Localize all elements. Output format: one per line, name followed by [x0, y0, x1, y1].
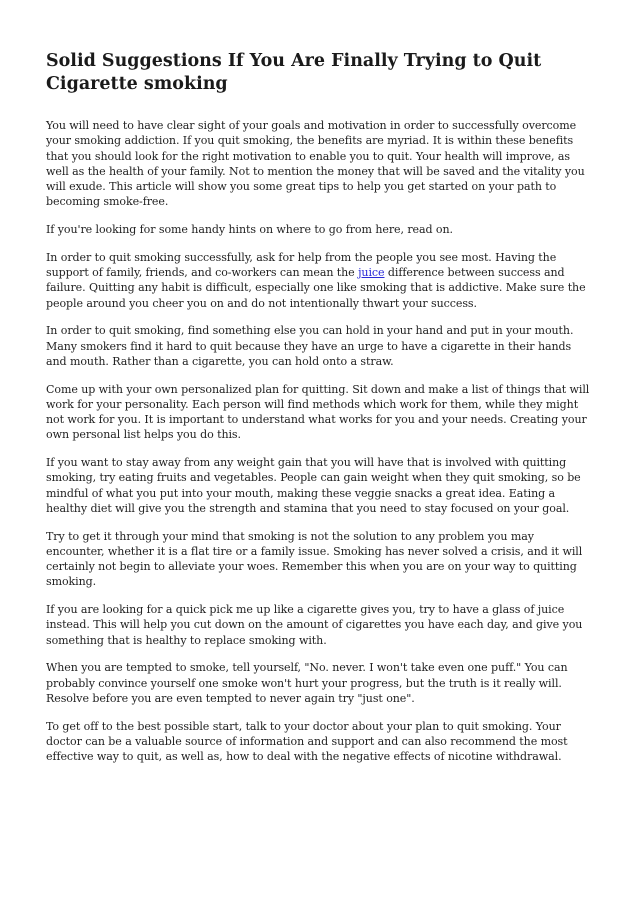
paragraph-intro: You will need to have clear sight of your goals and motivation in order to successfully overcome your smoking addiction. If you quit smoking, the benefits are myriad. It is within these benefits that you should look for the right motivation to enable you to quit. Your health will improve, as well as the health of your family. Not to mention the money that will be saved and the vitality you will exude. This article will show you some great tips to help you get started on your path to becoming smoke-free.	[46, 119, 585, 209]
juice-link[interactable]: juice	[358, 266, 385, 279]
paragraph-juice-instead: If you are looking for a quick pick me up like a cigarette gives you, try to have a glass of juice instead. This will help you cut down on the amount of cigarettes you have each day, and give you something that is healthy to replace smoking with.	[46, 603, 583, 647]
paragraph-support	[46, 250, 594, 311]
paragraph-support-before-link: In order to quit smoking successfully, ask for help from the people you see most. Having the support of family, friends, and co-workers can mean the	[46, 250, 557, 279]
article-title: Solid Suggestions If You Are Finally Trying to Quit Cigarette smoking	[46, 51, 542, 94]
paragraph-read-on: If you're looking for some handy hints on where to go from here, read on.	[46, 223, 453, 236]
document-page	[46, 50, 594, 777]
paragraph-personal-plan: Come up with your own personalized plan for quitting. Sit down and make a list of things that will work for your personality. Each person will find methods which work for them, while they might not work for you. It is important to understand what works for you and your needs. Creating your own personal list helps you do this.	[46, 382, 590, 442]
paragraph-not-solution: Try to get it through your mind that smoking is not the solution to any problem you may encounter, whether it is a flat tire or a family issue. Smoking has never solved a crisis, and it will certainly not begin to alleviate your woes. Remember this when you are on your way to quitting smoking.	[46, 529, 583, 589]
paragraph-weight-gain: If you want to stay away from any weight gain that you will have that is involved with quitting smoking, try eating fruits and vegetables. People can gain weight when they quit smoking, so be mindful of what you put into your mouth, making these veggie snacks a great idea. Eating a healthy diet will give you the strength and stamina that you need to stay focused on your goal.	[46, 456, 581, 515]
paragraph-tempted: When you are tempted to smoke, tell yourself, "No. never. I won't take even one puff." You can probably convince yourself one smoke won't hurt your progress, but the truth is it really will. Resolve before you are even tempted to never again try "just one".	[46, 661, 568, 705]
paragraph-hold-something: In order to quit smoking, find something else you can hold in your hand and put in your mouth. Many smokers find it hard to quit because they have an urge to have a cigarette in their hands and mouth. Rather than a cigarette, you can hold onto a straw.	[46, 324, 574, 368]
paragraph-support-after-link: difference between success and failure. Quitting any habit is difficult, especially one like smoking that is addictive. Make sure the people around you cheer you on and do not intentionally thwart your success.	[46, 266, 586, 310]
paragraph-doctor: To get off to the best possible start, talk to your doctor about your plan to quit smoking. Your doctor can be a valuable source of information and support and can also recommend the most effective way to quit, as well as, how to deal with the negative effects of nicotine withdrawal.	[46, 719, 568, 763]
